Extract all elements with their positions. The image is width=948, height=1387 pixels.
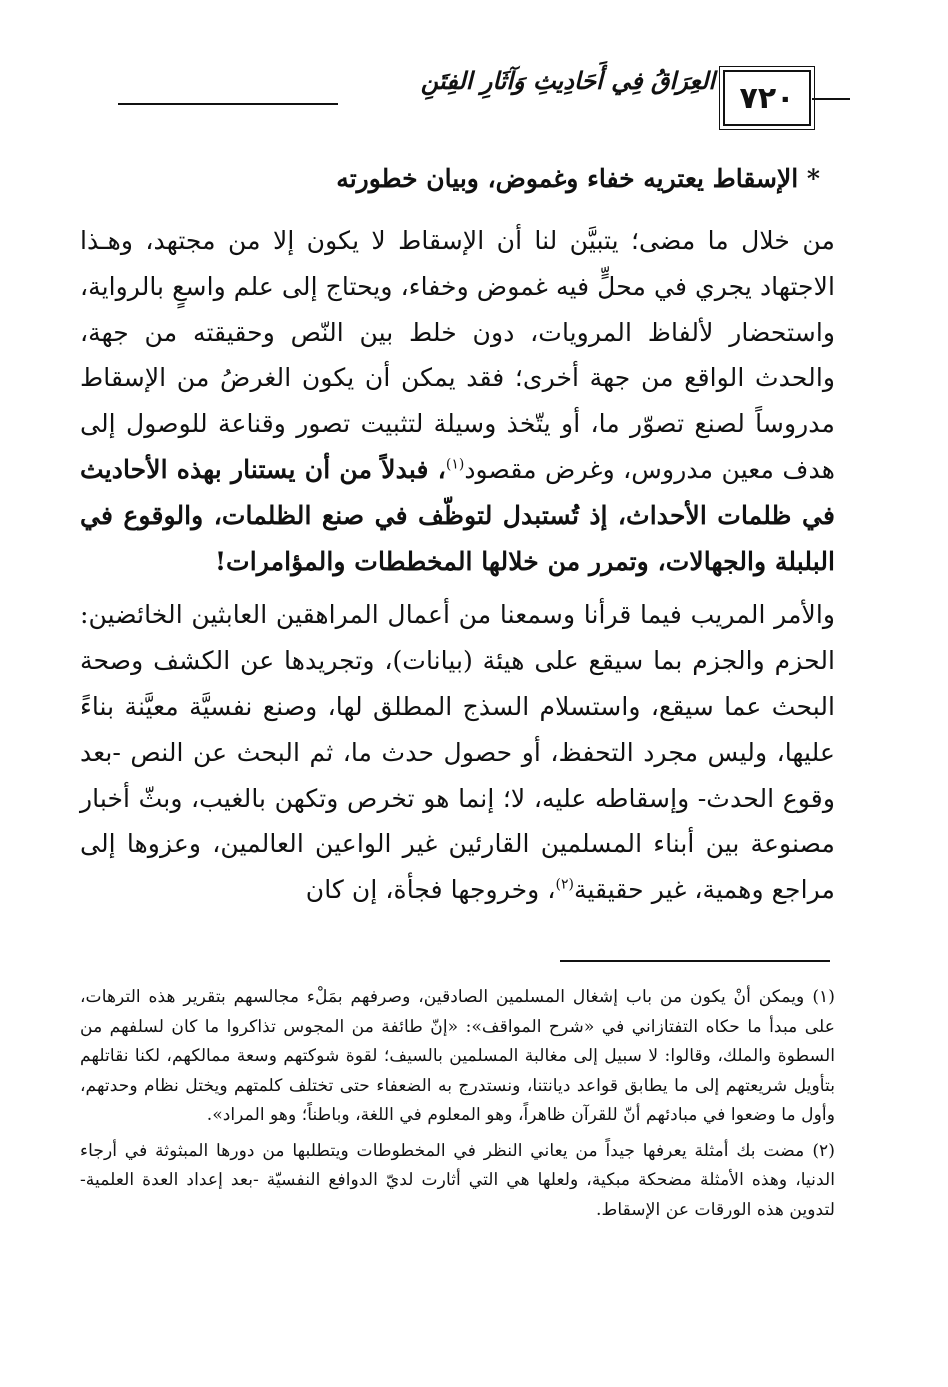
paragraph-1	[80, 218, 835, 584]
header-rule-left	[118, 103, 338, 105]
footnote-ref-2: (٢)	[555, 876, 574, 893]
footnotes	[80, 983, 835, 1225]
footnote-1-number: (١)	[812, 987, 835, 1007]
paragraph-2	[80, 592, 835, 913]
footnote-1	[80, 983, 835, 1131]
footnote-1-text: ويمكن أنْ يكون من باب إشغال المسلمين الصادقين، وصرفهم بمَلْء مجالسهم بتقرير هذه الترهات، على مبدأ ما حكاه التفتازاني في «شرح المواقف»: «إنّ طائفة من المجوس تذاكروا ما كان لسلفهم من السطوة والملك، وقالوا: لا سبيل إلى مغالبة المسلمين بالسيف؛ لقوة شوكتهم وسعة ممالكهم، لكنا نقاتلهم بتأويل شريعتهم إلى ما يطابق قواعد ديانتنا، ونستدرج به الضعفاء حتى تختلف كلمتهم ويختل نظام وحدتهم، وأول ما وضعوا في مبادئهم أنّ للقرآن ظاهراً، وهو المعلوم في اللغة، وباطناً؛ وهو المراد».	[80, 987, 835, 1125]
section-heading: * الإسقاط يعتريه خفاء وغموض، وبيان خطورته	[336, 164, 820, 193]
footnote-separator	[560, 960, 830, 962]
footnote-2-text: مضت بك أمثلة يعرفها جيداً من يعاني النظر في المخطوطات ويتطلبها من دورها المبثوثة في أرجاء الدنيا، وهذه الأمثلة مضحكة مبكية، ولعلها هي التي أثارت لديّ الدوافع النفسيّة -بعد إعداد العدة العلمية- لتدوين هذه الورقات عن الإسقاط.	[80, 1140, 835, 1220]
paragraph-1-text: من خلال ما مضى؛ يتبيَّن لنا أن الإسقاط لا يكون إلا من مجتهد، وهـذا الاجتهاد يجري في محلٍّ فيه غموض وخفاء، ويحتاج إلى علم واسعٍ بالرواية، واستحضار لألفاظ المرويات، دون خلط بين النّص وحقيقته من جهة، والحدث الواقع من جهة أخرى؛ فقد يمكن أن يكون الغرضُ من الإسقاط مدروساً لصنع تصوّر ما، أو يتّخذ وسيلة لتثبيت تصور وقناعة للوصول إلى هدف معين مدروس، وغرض مقصود	[80, 226, 835, 484]
main-text	[80, 218, 835, 913]
footnote-ref-1: (١)	[445, 456, 465, 473]
footnote-2-number: (٢)	[812, 1140, 835, 1161]
footnote-2	[80, 1137, 835, 1226]
book-title: العِرَاقُ فِي أَحَادِيثِ وَآثَارِ الفِتَنِ	[420, 66, 715, 95]
paragraph-1-bold: ، فبدلاً من أن يستنار بهذه الأحاديث في ظلمات الأحداث، إذ تُستبدل لتوظّف في صنع الظلمات، والوقوع في البلبلة والجهالات، وتمرر من خلالها المخططات والمؤامرات!	[80, 453, 835, 576]
page-number: ٧٢٠	[723, 70, 811, 126]
header-rule-right	[812, 98, 850, 100]
paragraph-2-tail: ، وخروجها فجأة، إن كان	[305, 875, 556, 905]
paragraph-2-text: والأمر المريب فيما قرأنا وسمعنا من أعمال المراهقين العابثين الخائضين: الحزم والجزم بما سيقع على هيئة (بيانات)، وتجريدها عن الكشف وصحة البحث عما سيقع، واستسلام السذج المطلق لها، وصنع نفسيَّة معيَّنة بناءً عليها، وليس مجرد التحفظ، أو حصول حدث ما، ثم البحث عن النص -بعد وقوع الحدث- وإسقاطه عليه، لا؛ إنما هو تخرص وتكهن بالغيب، وبثّ أخبار مصنوعة بين أبناء المسلمين القارئين غير الواعين العالمين، وعزوها إلى مراجع وهمية، غير حقيقية	[80, 600, 835, 905]
